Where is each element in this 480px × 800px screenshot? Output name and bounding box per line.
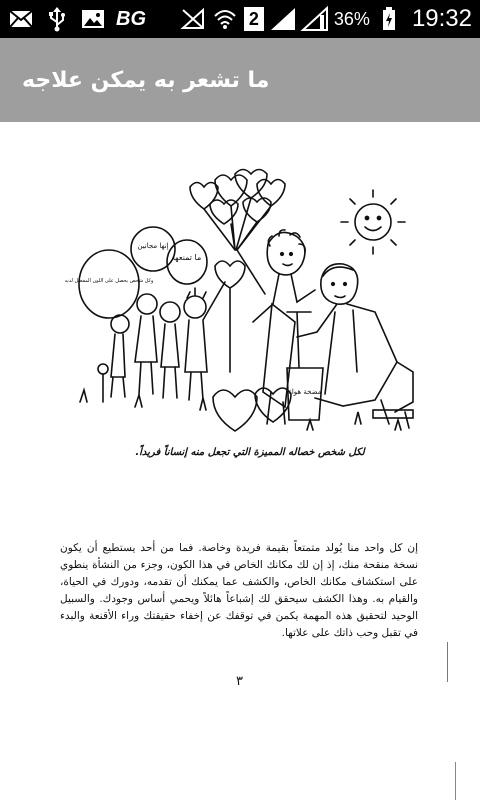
ground-hearts [213, 388, 291, 431]
sun-icon [341, 190, 405, 254]
scan-artifact-line [455, 762, 456, 800]
mail-icon [8, 6, 34, 32]
gallery-icon [80, 6, 106, 32]
speech-bubble-3 [79, 250, 139, 318]
battery-charging-icon [376, 6, 402, 32]
speech-bubble-1 [167, 240, 207, 284]
system-icons [180, 5, 472, 33]
sim-slot-badge: 2 [244, 7, 264, 31]
grass-flowers [80, 364, 401, 430]
bubble-1-text: ما تمنعها [172, 253, 202, 262]
man-figure [297, 264, 413, 428]
bubble-3-text: وكل شخص يحصل على اللون المفضل لديه [64, 278, 154, 284]
signal-bars-icon [270, 6, 296, 32]
battery-percent: 36% [333, 8, 370, 29]
app-bar [0, 38, 480, 122]
notification-icons [8, 6, 146, 32]
scan-artifact-line [447, 642, 448, 682]
clock: 19:32 [411, 5, 472, 32]
no-signal-icon [180, 6, 206, 32]
page-illustration [64, 162, 420, 437]
carrier-tag: BG [116, 7, 146, 30]
page-body-text: إن كل واحد منا يُولد متمتعاً بقيمة فريدة وخاصة. فما من أحد يستطيع أن يكون نسخة منقحة منك، إذ إن لك مكانك الخاص في هذا الكون، وجزء من النشأة ينطوي على استكشاف مكانك الخاص، والكشف عما يمكنك أن تقدمه، ودورك في الحياة، والقيام به. وهذا الكشف سيحقق لك إشباعاً هائلاً ويحمي أساس وجودك. والسبيل الوحيد لتحقيق هذه المهمة يكمن في توقفك عن إخفاء حقيقتك وراء الأقنعة والبدء في تقبل وحب ذاتك على علاتها. [60, 542, 418, 639]
status-bar [0, 0, 480, 38]
page-number: ٣ [236, 674, 243, 689]
children-group [111, 282, 225, 400]
air-pump [287, 312, 323, 420]
pump-sign-text: مضخة هواء [288, 388, 322, 396]
heart-lollipop [215, 261, 245, 372]
signal-bars-icon [302, 6, 328, 32]
book-page[interactable] [0, 122, 480, 800]
usb-icon [44, 6, 70, 32]
illustration-caption: لكل شخص خصاله المميزة التي تجعل منه إنساناً فريداً. [135, 447, 365, 458]
app-bar-title: ما تشعر به يمكن علاجه [22, 67, 270, 93]
bubble-2-text: إنها مجانين [137, 242, 169, 250]
wifi-icon [212, 6, 238, 32]
